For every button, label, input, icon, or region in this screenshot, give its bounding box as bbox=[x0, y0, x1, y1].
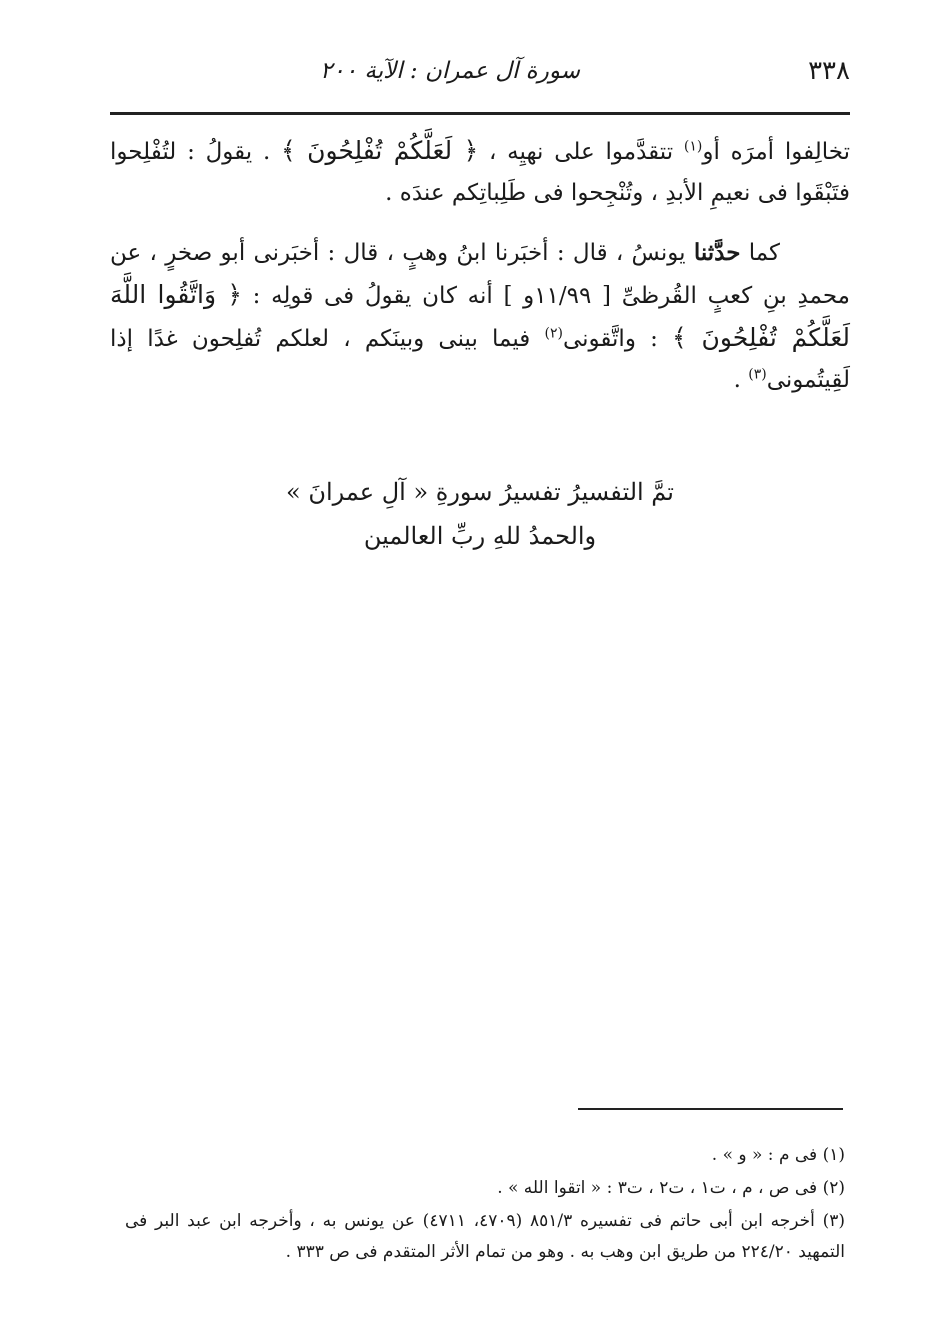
quran-quote: ﴿ لَعَلَّكُمْ تُفْلِحُونَ ﴾ bbox=[281, 136, 479, 165]
closing-line-2: والحمدُ للهِ ربِّ العالمين bbox=[363, 522, 597, 550]
closing-colophon bbox=[110, 470, 850, 558]
text-segment: فيما بينى وبينَكم ، لعلكم تُفلِحون غدًا إذا لَقِيتُمونى bbox=[110, 326, 850, 393]
footnote-ref-2: (٢) bbox=[544, 325, 563, 342]
manuscript-ref: [ ١١/٩٩و ] bbox=[503, 283, 612, 309]
text-segment: : واتَّقونى bbox=[562, 326, 673, 352]
text-segment: . bbox=[733, 367, 749, 393]
text-segment: . يقولُ : لتُفْلِحوا فتَبْقَوا فى نعيمِ الأبدِ ، وتُنْجِحوا فى طَلِباتِكم عندَه . bbox=[110, 139, 850, 206]
hadith-marker: حدَّثنا bbox=[693, 239, 741, 266]
header-rule bbox=[110, 112, 850, 115]
closing-line-1: تمَّ التفسيرُ تفسيرُ سورةِ « آلِ عمرانَ » bbox=[286, 478, 674, 506]
page-number: ٣٣٨ bbox=[808, 56, 850, 86]
text-segment: يونسُ ، قال : أخبَرنا ابنُ وهبٍ ، قال : أخبَرنى أبو صخرٍ ، عن محمدِ بنِ كعبٍ القُرظىِّ bbox=[110, 240, 850, 309]
text-segment: كما bbox=[740, 240, 780, 266]
main-text bbox=[110, 130, 850, 419]
paragraph-1 bbox=[110, 130, 850, 214]
footnote-1: (١) فى م : « و » . bbox=[711, 1145, 845, 1165]
footnote-3: (٣) أخرجه ابن أبى حاتم فى تفسيره ٨٥١/٣ (٤٧٠٩، ٤٧١١) عن يونس به ، وأخرجه ابن عبد البر فى التمهيد ٢٢٤/٢٠ من طريق ابن وهب به . وهو من تمام الأثر المتقدم فى ص ٣٣٣ . bbox=[125, 1211, 846, 1262]
text-segment: تخالِفوا أمرَه أو bbox=[702, 139, 850, 165]
running-title: سورة آل عمران : الآية ٢٠٠ bbox=[319, 58, 580, 84]
footnote-2: (٢) فى ص ، م ، ت١ ، ت٢ ، ت٣ : « اتقوا الله » . bbox=[497, 1178, 845, 1198]
footnotes bbox=[125, 1140, 845, 1270]
footnote-ref-1: (١) bbox=[683, 138, 703, 155]
paragraph-2 bbox=[110, 232, 850, 401]
page-header bbox=[300, 52, 850, 92]
quran-quote: ﴿ وَاتَّقُوا اللَّهَ لَعَلَّكُمْ تُفْلِحُونَ ﴾ bbox=[110, 280, 851, 352]
text-segment: تتقدَّموا على نهيِه ، bbox=[478, 139, 684, 165]
footnote-rule bbox=[578, 1108, 843, 1110]
text-segment: أنه كان يقولُ فى قولِه : bbox=[242, 283, 504, 309]
footnote-ref-3: (٣) bbox=[748, 366, 767, 383]
